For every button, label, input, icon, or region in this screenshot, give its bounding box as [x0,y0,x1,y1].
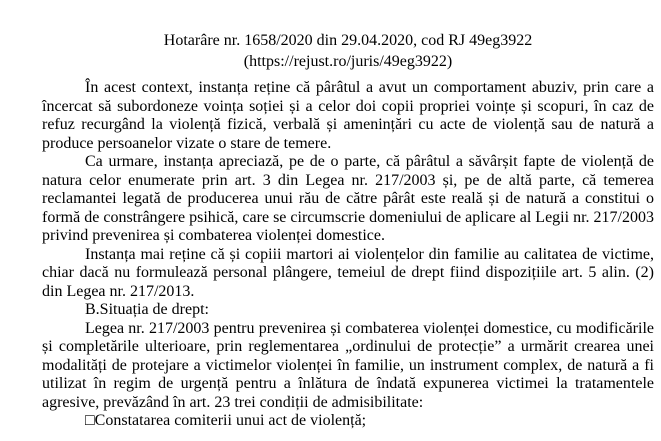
paragraph: În acest context, instanța reține că pârâtul a avut un comportament abuziv, prin care a încercat să subordoneze voința soției și a celor doi copii propriei voințe și scopuri, în caz de refuz recurgând la violență fizică, verbală și amenințări cu acte de violență sau de natură a produce persoanelor vizate o stare de temere. [42,79,654,152]
document-header [42,31,654,72]
section-heading: B.Situația de drept: [85,301,209,318]
paragraph: Instanța mai reține că și copiii martori ai violențelor din familie au calitatea de victime, chiar dacă nu formulează personal plângere, temeiul de drept fiind dispozițiile art. 5 alin. (2) din Legea nr. 217/2013. [42,245,654,300]
document-title: Hotarâre nr. 1658/2020 din 29.04.2020, cod RJ 49eg3922 [163,32,533,49]
paragraph: Legea nr. 217/2003 pentru prevenirea și combaterea violenței domestice, cu modificările și completările ulterioare, prin reglementarea „ordinului de protecție” a urmărit crearea unei modalități de protejare a victimelor violenței în familie, un instrument complex, de natură a fi utilizat în regim de urgență pentru a înlătura de îndată expunerea victimei la tratamentele agresive, prevăzând în art. 23 trei condiții de admisibilitate: [42,319,654,411]
document-link-text: (https://rejust.ro/juris/49eg3922) [243,52,453,70]
document-body [42,79,654,431]
paragraph: Ca urmare, instanța apreciază, pe de o parte, că pârâtul a săvârșit fapte de violență de natura celor enumerate prin art. 3 din Legea nr. 217/2003 și, pe de altă parte, că temerea reclamantei legată de producerea unui rău de către pârât este reală și de natură a constitui o formă de constrângere psihică, care se circumscrie domeniului de aplicare al Legii nr. 217/2003 privind prevenirea și combaterea violenței domestice. [42,153,654,244]
list-item: □Constatarea comiterii unui act de violență; [85,412,367,429]
